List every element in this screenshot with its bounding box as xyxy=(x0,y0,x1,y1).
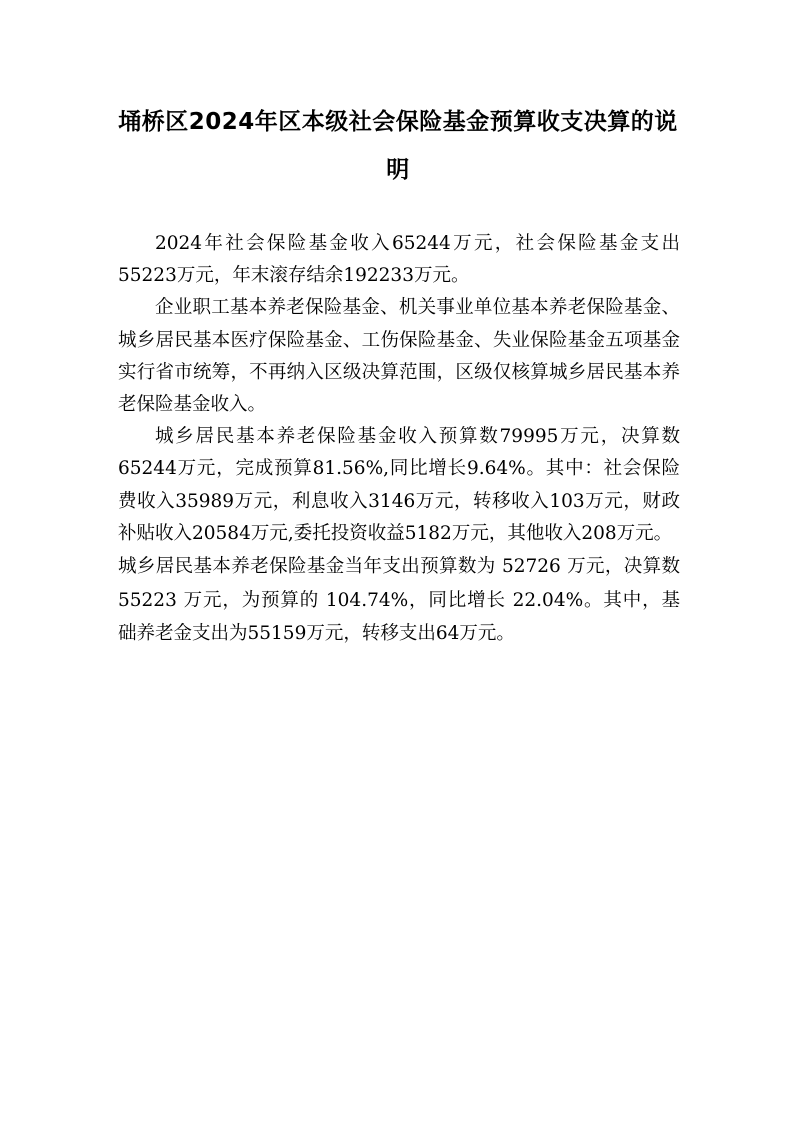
document-title: 埇桥区2024年区本级社会保险基金预算收支决算的说明 xyxy=(118,109,678,183)
paragraph-provincial-coordination: 企业职工基本养老保险基金、机关事业单位基本养老保险基金、城乡居民基本医疗保险基金、工伤保险基金、失业保险基金五项基金实行省市统筹，不再纳入区级决算范围，区级仅核算城乡居民基本养老保险基金收入。 xyxy=(118,297,680,416)
paragraph-income-details: 城乡居民基本养老保险基金收入预算数79995万元，决算数65244万元，完成预算81.56%,同比增长9.64%。其中：社会保险费收入35989万元，利息收入3146万元，转移收入103万元，财政补贴收入20584万元,委托投资收益5182万元，其他收入208万元。 xyxy=(118,426,680,544)
paragraph-fund-summary: 2024年社会保险基金收入65244万元，社会保险基金支出55223万元，年末滚存结余192233万元。 xyxy=(118,233,680,287)
document-body xyxy=(118,228,680,651)
paragraph-expenditure-details: 城乡居民基本养老保险基金当年支出预算数为 52726 万元，决算数 55223 万元，为预算的 104.74%，同比增长 22.04%。其中，基础养老金支出为55159万元，转移支出64万元。 xyxy=(118,556,680,645)
